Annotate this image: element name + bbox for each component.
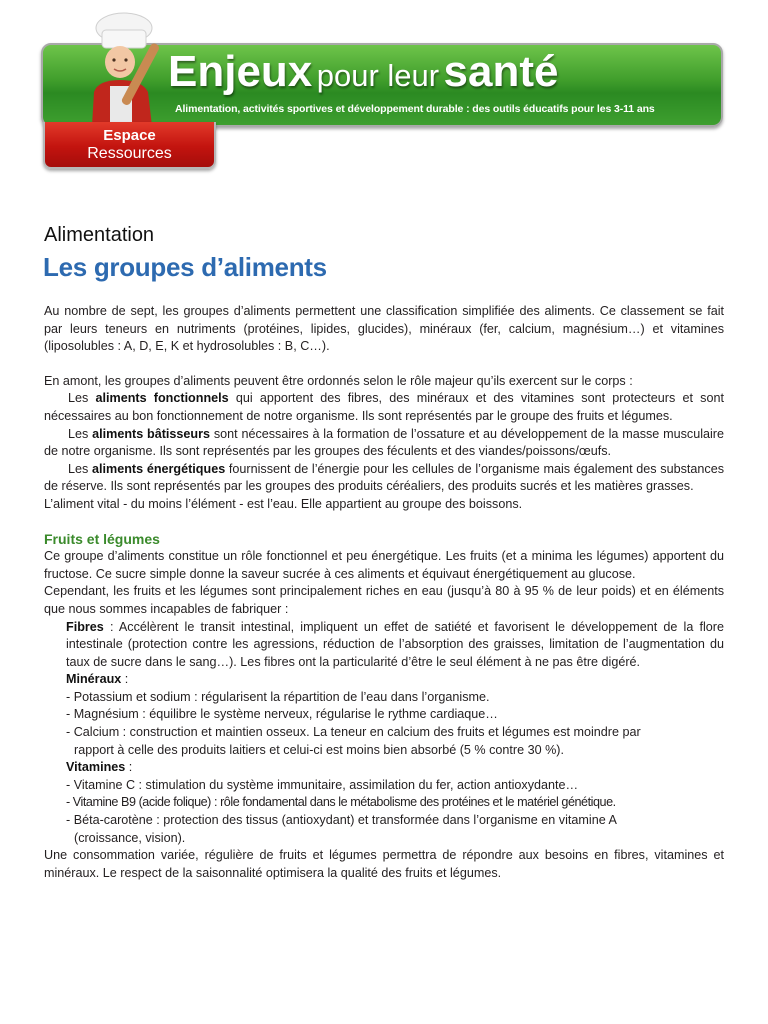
builder-foods-term: aliments bâtisseurs — [92, 426, 211, 441]
fibres-label: Fibres — [66, 619, 104, 634]
builder-foods-paragraph — [44, 426, 724, 461]
vitamins-label: Vitamines — [66, 760, 126, 775]
functional-foods-paragraph — [44, 390, 724, 425]
espace-ressources-badge — [43, 122, 216, 169]
title-enjeux: Enjeux — [168, 47, 313, 96]
title-sante: santé — [443, 47, 559, 96]
mineral-item — [44, 724, 724, 759]
text-fragment: Les — [68, 426, 93, 441]
vitamin-item — [44, 812, 724, 847]
fruits-vegetables-heading: Fruits et légumes — [44, 530, 160, 547]
text-fragment: Les — [68, 391, 96, 406]
mineral-item: - Magnésium : équilibre le système nerveux, régularise le rythme cardiaque… — [66, 707, 498, 722]
text-fragment: - Béta-carotène : protection des tissus (antioxydant) et transformée dans l’organisme en vitamine A — [66, 813, 617, 828]
text-fragment: (croissance, vision). — [74, 830, 186, 845]
title-pour-leur: pour leur — [316, 58, 440, 93]
vitamin-item: - Vitamine C : stimulation du système immunitaire, assimilation du fer, action antioxydante… — [66, 777, 579, 792]
text-fragment: sont nécessaires à la formation de l’ossature et au développement de la masse musculaire de notre organisme. Ils sont représentés par les groupes des féculents et des viandes/poissons/œufs. — [44, 426, 725, 459]
text-fragment: : — [125, 760, 133, 775]
banner-subtitle: Alimentation, activités sportives et développement durable : des outils éducatifs pour les 3-11 ans — [175, 103, 655, 115]
text-fragment: : Accélèrent le transit intestinal, impliquent un effet de satiété et favorisent le développement de la flore intestinale (protection contre les agressions, réduction de l’absorption des graisses, limitation de l’augmentation du taux de sucre dans le sang…). Les fibres ont la particularité d’être le seul élément à ne pas être digéré. — [66, 619, 724, 669]
minerals-label: Minéraux — [66, 672, 122, 687]
fruits-vegetables-paragraph-1: Ce groupe d’aliments constitue un rôle fonctionnel et peu énergétique. Les fruits (et a minima les légumes) apportent du fructose. Ce sucre simple donne la saveur sucrée à ces aliments et équivaut énergétiquement au glucose. — [44, 549, 724, 581]
fibres-paragraph — [44, 619, 724, 672]
functional-foods-term: aliments fonctionnels — [95, 391, 229, 406]
fruits-vegetables-paragraph-2: Cependant, les fruits et les légumes sont principalement riches en eau (jusqu’à 80 à 95 % de leur poids) et en éléments que nous sommes incapables de fabriquer : — [44, 584, 724, 616]
roles-paragraph: En amont, les groupes d’aliments peuvent être ordonnés selon le rôle majeur qu’ils exercent sur le corps : — [44, 373, 633, 388]
minerals-heading — [44, 671, 724, 689]
text-fragment: - Calcium : construction et maintien osseux. La teneur en calcium des fruits et légumes est moindre par — [66, 725, 641, 740]
intro-paragraph: Au nombre de sept, les groupes d’aliments permettent une classification simplifiée des aliments. Ce classement se fait par leurs teneurs en nutriments (protéines, lipides, glucides), minéraux (fer, calcium, magnésium…) et vitamines (liposolubles : A, D, E, K et hydrosolubles : B, C…). — [44, 304, 724, 354]
text-fragment: rapport à celle des produits laitiers et celui-ci est moins bien absorbé (5 % contre 30 %). — [74, 742, 564, 757]
chef-child-illustration — [84, 10, 164, 126]
section-label: Alimentation — [44, 224, 155, 246]
badge-line-1: Espace — [103, 127, 156, 144]
text-fragment: Les — [68, 461, 93, 476]
page-title: Les groupes d’aliments — [43, 252, 327, 282]
energy-foods-term: aliments énergétiques — [92, 461, 226, 476]
vitamins-heading — [44, 759, 724, 777]
badge-line-2: Ressources — [87, 145, 172, 162]
conclusion-paragraph: Une consommation variée, régulière de fruits et légumes permettra de répondre aux besoins en fibres, vitamines et minéraux. Le respect de la saisonnalité optimisera la qualité des fruits et légumes. — [44, 848, 724, 880]
vital-element-paragraph: L’aliment vital - du moins l’élément - est l’eau. Elle appartient au groupe des boissons. — [44, 496, 523, 511]
text-fragment: qui apportent des fibres, des minéraux et des vitamines sont protecteurs et sont nécessaires au bon fonctionnement de notre organisme. Ils sont représentés par le groupe des fruits et légumes. — [44, 391, 724, 423]
vitamin-item: - Vitamine B9 (acide folique) : rôle fondamental dans le métabolisme des protéines et le matériel génétique. — [66, 795, 616, 810]
mineral-item: - Potassium et sodium : régularisent la répartition de l’eau dans l’organisme. — [66, 689, 490, 704]
text-fragment: : — [121, 672, 129, 687]
banner-title — [168, 44, 559, 100]
energy-foods-paragraph — [44, 461, 724, 496]
text-fragment: fournissent de l’énergie pour les cellules de l’organisme mais également des substances de réserve. Ils sont représentés par les groupes des produits céréaliers, des produits sucrés et les matières grasses. — [44, 461, 724, 494]
document-body — [44, 303, 724, 882]
